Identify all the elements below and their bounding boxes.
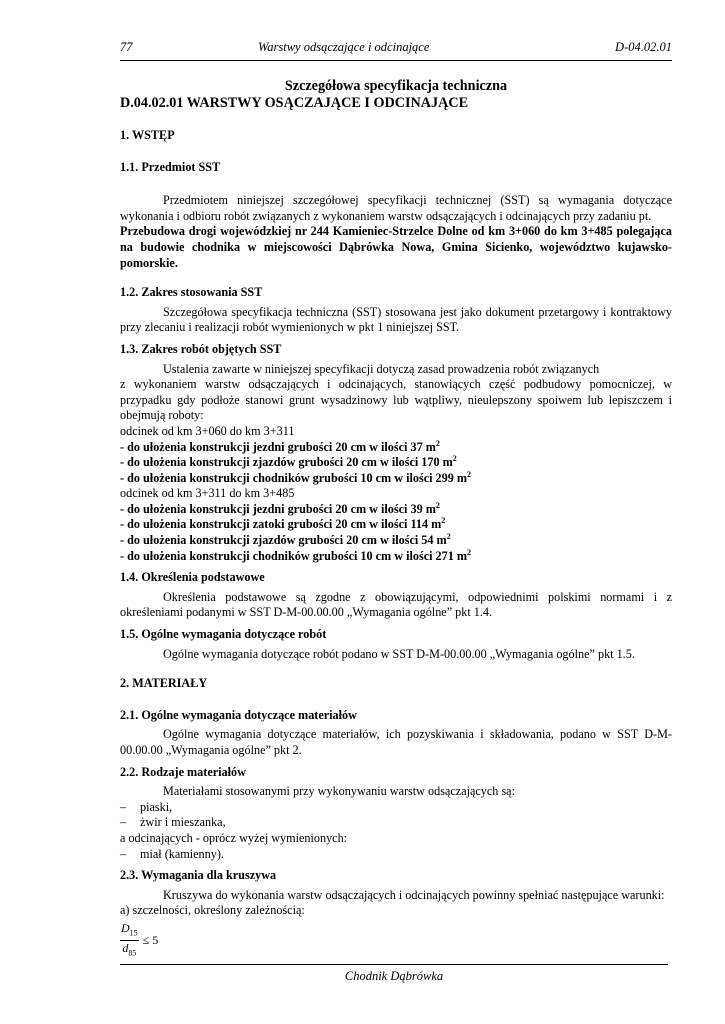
list-item: – żwir i mieszanka, xyxy=(120,815,226,830)
list-item: - do ułożenia konstrukcji chodników grubości 10 cm w ilości 271 $m^2$ xyxy=(120,547,472,563)
paragraph: a odcinających - oprócz wyżej wymienionych: xyxy=(120,830,348,845)
footer-text: Chodnik Dąbrówka xyxy=(344,969,444,983)
paragraph: a) szczelności, określony zależnością: xyxy=(120,903,305,918)
header-code: D-04.02.01 xyxy=(615,40,672,54)
document-subtitle: D.04.02.01 WARSTWY OSĄCZAJĄCE I ODCINAJĄCE xyxy=(120,95,469,111)
subsection-heading: 2.3. Wymagania dla kruszywa xyxy=(120,868,277,883)
paragraph: Przedmiotem niniejszej szczegółowej specyfikacji technicznej (SST) są wymagania dotyczące wykonania i odbioru robót związanych z wykonaniem warstw odsączających i odcinających przy zadaniu pt. xyxy=(120,193,672,223)
formula-numerator: $D_{15}$ xyxy=(120,921,139,941)
list-item: – miał (kamienny). xyxy=(120,846,224,861)
paragraph: Ogólne wymagania dotyczące robót podano w SST D-M-00.00.00 „Wymagania ogólne” pkt 1.5. xyxy=(163,646,635,661)
page-footer xyxy=(120,964,668,984)
subsection-heading: 1.3. Zakres robót objętych SST xyxy=(120,341,282,356)
document-title: Szczegółowa specyfikacja techniczna xyxy=(284,78,508,94)
page-header xyxy=(120,40,672,61)
list-item: - do ułożenia konstrukcji chodników grubości 10 cm w ilości 299 $m^2$ xyxy=(120,469,472,485)
paragraph: Ustalenia zawarte w niniejszej specyfikacji dotyczą zasad prowadzenia robót związanych xyxy=(163,361,600,376)
subsection-heading: 2.1. Ogólne wymagania dotyczące materiałów xyxy=(120,707,357,722)
paragraph: z wykonaniem warstw odsączających i odcinających, stanowiących część podbudowy pomocniczej, w przypadku gdy podłoże stanowi grunt wysadzinowy lub wątpliwy, nieulepszony spoiwem lub lepiszczem i obejmują roboty: xyxy=(120,377,672,423)
subsection-heading: 1.5. Ogólne wymagania dotyczące robót xyxy=(120,627,327,642)
segment-label: odcinek od km 3+311 do km 3+485 xyxy=(120,486,295,501)
subsection-heading: 1.2. Zakres stosowania SST xyxy=(120,285,263,300)
formula xyxy=(120,921,158,961)
section-heading: 1. WSTĘP xyxy=(120,128,175,142)
subsection-heading: 2.2. Rodzaje materiałów xyxy=(120,764,246,779)
list-item: - do ułożenia konstrukcji zjazdów grubości 20 cm w ilości 170 $m^2$ xyxy=(120,454,457,470)
list-item: - do ułożenia konstrukcji jezdni grubości 20 cm w ilości 39 $m^2$ xyxy=(120,500,440,516)
formula-operator: ≤ 5 xyxy=(142,933,159,948)
list-item: - do ułożenia konstrukcji jezdni grubości 20 cm w ilości 37 $m^2$ xyxy=(120,438,440,454)
segment-label: odcinek od km 3+060 do km 3+311 xyxy=(120,423,295,438)
paragraph-bold: Przebudowa drogi wojewódzkiej nr 244 Kamieniec-Strzelce Dolne od km 3+060 do km 3+485 polegająca na budowie chodnika w miejscowości Dąbrówka Nowa, Gmina Sicienko, województwo kujawsko-pomorskie. xyxy=(120,224,672,270)
subsection-heading: 1.1. Przedmiot SST xyxy=(120,159,221,174)
paragraph: Określenia podstawowe są zgodne z obowiązującymi, odpowiednimi polskimi normami i z określeniami podanymi w SST D-M-00.00.00 „Wymagania ogólne” pkt 1.4. xyxy=(120,589,672,620)
page-number: 77 xyxy=(120,40,133,54)
list-item: - do ułożenia konstrukcji zjazdów grubości 20 cm w ilości 54 $m^2$ xyxy=(120,532,451,548)
paragraph: Szczegółowa specyfikacja techniczna (SST) stosowana jest jako dokument przetargowy i kontraktowy przy zlecaniu i realizacji robót wymienionych w pkt 1 niniejszej SST. xyxy=(120,304,672,335)
page-content xyxy=(120,78,672,961)
section-heading: 2. MATERIAŁY xyxy=(120,676,208,691)
paragraph: Ogólne wymagania dotyczące materiałów, ich pozyskiwania i składowania, podano w SST D-M-00.00.00 „Wymagania ogólne” pkt 2. xyxy=(120,727,672,757)
list-item: - do ułożenia konstrukcji zatoki grubości 20 cm w ilości 114 $m^2$ xyxy=(120,516,446,532)
paragraph: Materiałami stosowanymi przy wykonywaniu warstw odsączających są: xyxy=(163,784,515,799)
subsection-heading: 1.4. Określenia podstawowe xyxy=(120,570,265,585)
paragraph: Kruszywa do wykonania warstw odsączających i odcinających powinny spełniać następujące warunki: xyxy=(163,887,665,902)
formula-denominator: $d_{85}$ xyxy=(122,941,137,958)
header-title: Warstwy odsączające i odcinające xyxy=(258,40,430,54)
list-item: – piaski, xyxy=(120,799,173,814)
